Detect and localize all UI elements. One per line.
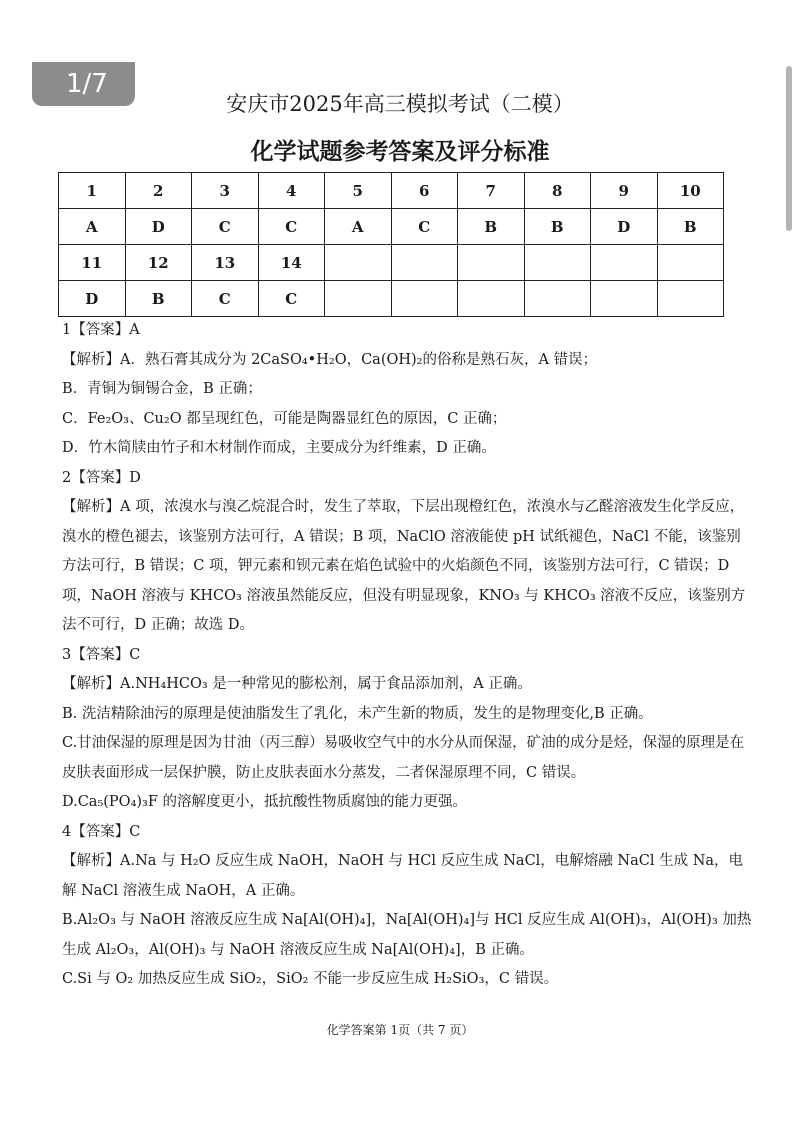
table-cell — [325, 281, 392, 317]
table-cell: 5 — [325, 173, 392, 209]
table-cell: 11 — [59, 245, 126, 281]
table-cell — [391, 245, 458, 281]
table-cell: B — [524, 209, 591, 245]
table-cell: B — [458, 209, 525, 245]
answer-heading: 3【答案】C — [62, 646, 141, 663]
answer-table — [58, 172, 724, 317]
table-row — [59, 209, 724, 245]
explanation-paragraph: C．Fe₂O₃、Cu₂O 都呈现红色，可能是陶器显红色的原因，C 正确； — [62, 410, 507, 427]
explanation-paragraph: 【解析】A.Na 与 H₂O 反应生成 NaOH，NaOH 与 HCl 反应生成 NaCl，电解熔融 NaCl 生成 Na，电解 NaCl 溶液生成 NaOH，A 正确。 — [62, 853, 744, 899]
table-cell: A — [325, 209, 392, 245]
answer-heading: 4【答案】C — [62, 823, 141, 840]
table-cell: 2 — [125, 173, 192, 209]
document-title: 安庆市2025年高三模拟考试（二模） — [226, 92, 574, 116]
table-cell — [524, 245, 591, 281]
table-cell — [325, 245, 392, 281]
table-cell — [591, 281, 658, 317]
table-cell: D — [591, 209, 658, 245]
document-subtitle: 化学试题参考答案及评分标准 — [250, 138, 550, 165]
table-cell — [391, 281, 458, 317]
table-cell: 9 — [591, 173, 658, 209]
table-cell: D — [59, 281, 126, 317]
table-cell: C — [192, 209, 259, 245]
answer-heading: 2【答案】D — [62, 469, 141, 486]
table-cell: 7 — [458, 173, 525, 209]
explanation-paragraph: B．青铜为铜锡合金，B 正确； — [62, 381, 262, 397]
table-cell: 10 — [657, 173, 724, 209]
table-cell: A — [59, 209, 126, 245]
explanation-paragraph: C.甘油保湿的原理是因为甘油（丙三醇）易吸收空气中的水分从而保湿，矿油的成分是烃，保湿的原理是在皮肤表面形成一层保护膜，防止皮肤表面水分蒸发，二者保湿原理不同，C 错误。 — [62, 735, 745, 781]
table-cell — [458, 245, 525, 281]
table-cell — [657, 245, 724, 281]
page-footer: 化学答案第 1页（共 7 页） — [326, 1023, 474, 1037]
table-row — [59, 173, 724, 209]
explanation-paragraph: D．竹木简牍由竹子和木材制作而成，主要成分为纤维素，D 正确。 — [62, 440, 496, 456]
explanation-paragraph: 【解析】A.NH₄HCO₃ 是一种常见的膨松剂，属于食品添加剂，A 正确。 — [62, 676, 532, 692]
table-cell: 6 — [391, 173, 458, 209]
page-indicator-badge: 1/7 — [32, 62, 135, 106]
table-row — [59, 245, 724, 281]
table-cell — [458, 281, 525, 317]
answer-explanations — [62, 316, 752, 995]
table-cell: B — [125, 281, 192, 317]
table-cell: 4 — [258, 173, 325, 209]
explanation-paragraph: C.Si 与 O₂ 加热反应生成 SiO₂，SiO₂ 不能一步反应生成 H₂SiO₃，C 错误。 — [62, 971, 559, 987]
answer-heading: 1【答案】A — [62, 322, 140, 338]
explanation-paragraph: 【解析】A．熟石膏其成分为 2CaSO₄•H₂O，Ca(OH)₂的俗称是熟石灰，A 错误； — [62, 351, 598, 368]
table-cell: B — [657, 209, 724, 245]
table-cell: C — [258, 281, 325, 317]
table-row — [59, 281, 724, 317]
explanation-paragraph: B. 洗洁精除油污的原理是使油脂发生了乳化，未产生新的物质，发生的是物理变化,B 正确。 — [62, 705, 653, 722]
table-cell — [657, 281, 724, 317]
table-cell: 12 — [125, 245, 192, 281]
table-cell: 14 — [258, 245, 325, 281]
table-cell: C — [391, 209, 458, 245]
explanation-paragraph: 【解析】A 项，浓溴水与溴乙烷混合时，发生了萃取，下层出现橙红色，浓溴水与乙醛溶液发生化学反应，溴水的橙色褪去，该鉴别方法可行，A 错误；B 项，NaClO 溶液能使 pH 试纸褪色，NaCl 不能，该鉴别方法可行，B 错误；C 项，钾元素和钡元素在焰色试验中的火焰颜色不同，该鉴别方法可行，C 错误；D 项，NaOH 溶液与 KHCO₃ 溶液虽然能反应，但没有明显现象，KNO₃ 与 KHCO₃ 溶液不反应，该鉴别方法不可行，D 正确；故选 D。 — [62, 499, 746, 633]
table-cell: 1 — [59, 173, 126, 209]
explanation-paragraph: B.Al₂O₃ 与 NaOH 溶液反应生成 Na[Al(OH)₄]，Na[Al(OH)₄]与 HCl 反应生成 Al(OH)₃，Al(OH)₃ 加热生成 Al₂O₃，Al(OH)₃ 与 NaOH 溶液反应生成 Na[Al(OH)₄]，B 正确。 — [62, 912, 752, 958]
table-cell: 8 — [524, 173, 591, 209]
table-cell: 13 — [192, 245, 259, 281]
table-cell — [591, 245, 658, 281]
table-cell: C — [192, 281, 259, 317]
table-cell: 3 — [192, 173, 259, 209]
table-cell — [524, 281, 591, 317]
explanation-paragraph: D.Ca₅(PO₄)₃F 的溶解度更小，抵抗酸性物质腐蚀的能力更强。 — [62, 794, 468, 810]
table-cell: C — [258, 209, 325, 245]
table-cell: D — [125, 209, 192, 245]
